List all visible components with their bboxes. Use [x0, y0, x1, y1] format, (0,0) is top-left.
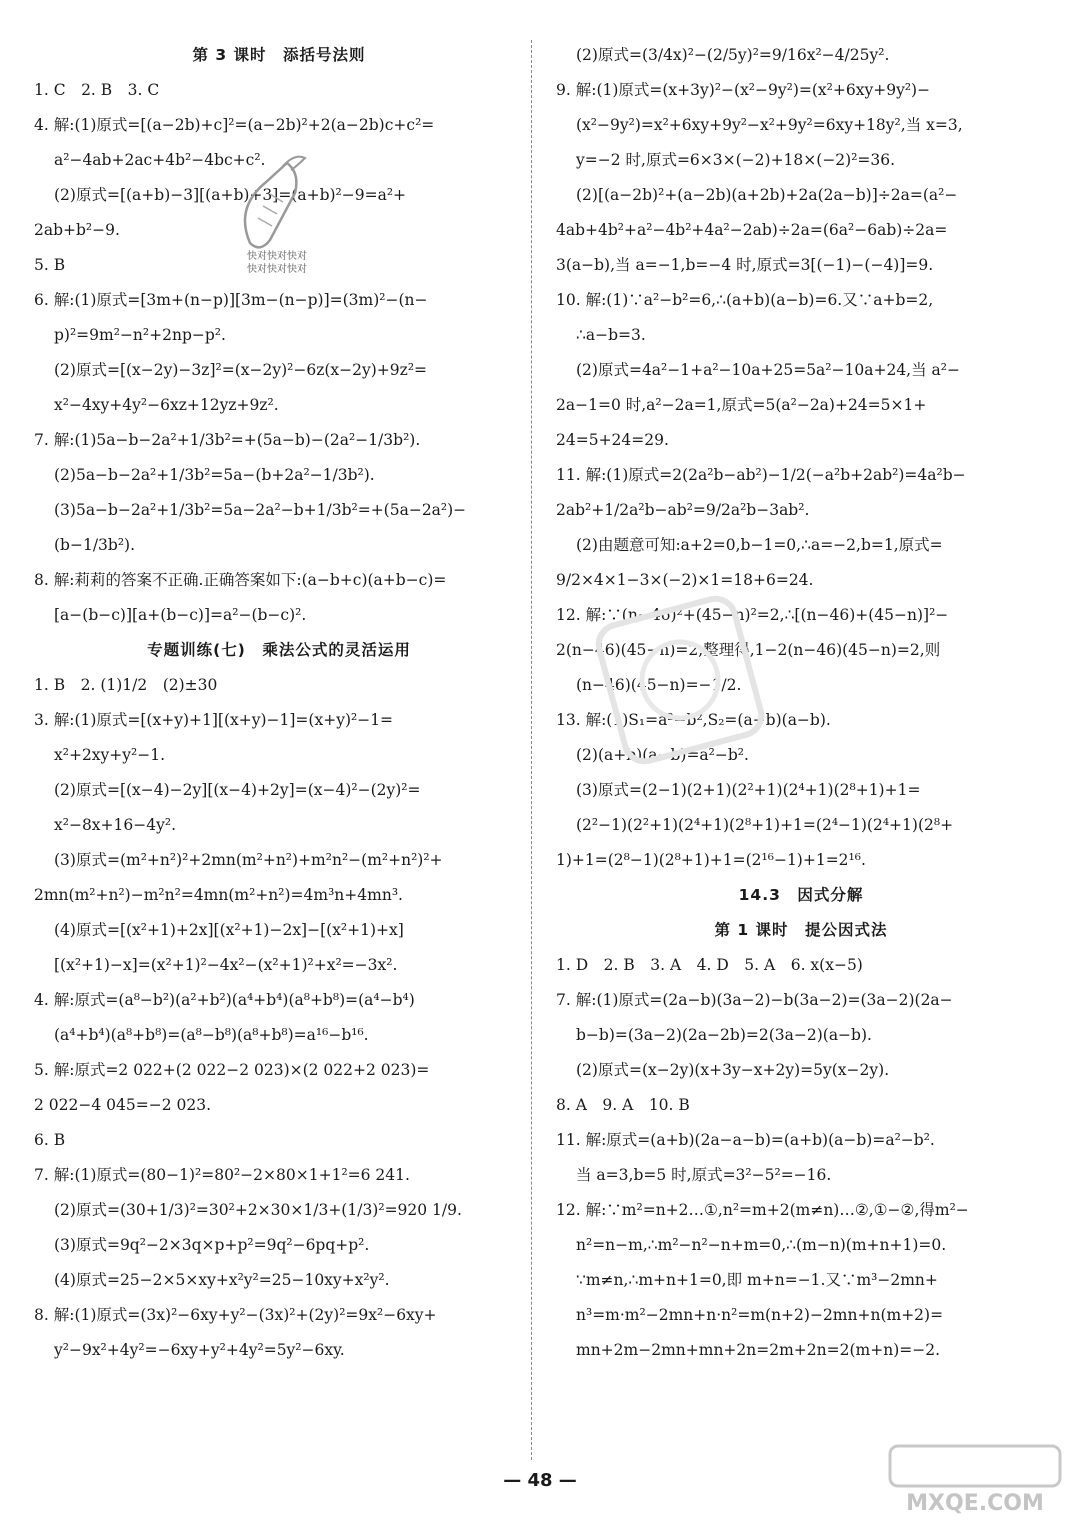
- answer-line: 24=5+24=29.: [556, 431, 669, 449]
- answer-line: (2)(a+b)(a−b)=a²−b².: [576, 746, 749, 764]
- answer-line: 5. B: [34, 256, 66, 274]
- left-answers-block2: [34, 668, 524, 1368]
- answer-line: 1. B 2. (1)1/2 (2)±30: [34, 676, 218, 694]
- answer-line: 11. 解:(1)原式=2(2a²b−ab²)−1/2(−a²b+2ab²)=4a²b−: [556, 466, 966, 484]
- answer-line: b−b)=(3a−2)(2a−2b)=2(3a−2)(a−b).: [576, 1026, 872, 1044]
- answer-line: 2a−1=0 时,a²−2a=1,原式=5(a²−2a)+24=5×1+: [556, 396, 927, 414]
- answer-line: a²−4ab+2ac+4b²−4bc+c².: [54, 151, 266, 169]
- page-number: — 48 —: [503, 1470, 577, 1491]
- answer-line: 2(n−46)(45−n)=2,整理得,1−2(n−46)(45−n)=2,则: [556, 641, 941, 659]
- answer-line: 2ab+b²−9.: [34, 221, 120, 239]
- site-logo-icon: [880, 1440, 1070, 1520]
- answer-line: p)²=9m²−n²+2np−p².: [54, 326, 226, 344]
- right-answers-block2: [556, 948, 1046, 1368]
- answer-line: (2)原式=(30+1/3)²=30²+2×30×1/3+(1/3)²=920 1/9.: [54, 1201, 462, 1219]
- answer-line: 12. 解:∵m²=n+2…①,n²=m+2(m≠n)…②,①−②,得m²−: [556, 1201, 969, 1219]
- answer-line: (3)原式=9q²−2×3q×p+p²=9q²−6pq+p².: [54, 1236, 370, 1254]
- section-heading-special-training7: 专题训练(七) 乘法公式的灵活运用: [147, 641, 411, 659]
- answer-line: (n−46)(45−n)=−1/2.: [576, 676, 742, 694]
- answer-line: (2)原式=[(a+b)−3][(a+b)+3]=(a+b)²−9=a²+: [54, 186, 407, 204]
- answer-line: (3)5a−b−2a²+1/3b²=5a−2a²−b+1/3b²=+(5a−2a²)−: [54, 501, 467, 519]
- answer-line: 4. 解:原式=(a⁸−b²)(a²+b²)(a⁴+b⁴)(a⁸+b⁸)=(a⁴−b⁴): [34, 991, 415, 1009]
- column-divider: [531, 40, 532, 1460]
- answer-line: 6. B: [34, 1131, 66, 1149]
- answer-line: 4ab+4b²+a²−4b²+4a²−2ab)÷2a=(6a²−6ab)÷2a=: [556, 221, 948, 239]
- answer-line: x²−8x+16−4y².: [54, 816, 177, 834]
- answer-line: ∴a−b=3.: [576, 326, 646, 344]
- answer-line: 7. 解:(1)原式=(2a−b)(3a−2)−b(3a−2)=(3a−2)(2a−: [556, 991, 953, 1009]
- section-heading-factorization: 14.3 因式分解: [738, 886, 864, 904]
- answer-line: 1. C 2. B 3. C: [34, 81, 160, 99]
- answer-line: y=−2 时,原式=6×3×(−2)+18×(−2)²=36.: [576, 151, 896, 169]
- answer-line: 6. 解:(1)原式=[3m+(n−p)][3m−(n−p)]=(3m)²−(n−: [34, 291, 428, 309]
- answer-line: (3)原式=(2−1)(2+1)(2²+1)(2⁴+1)(2⁸+1)+1=: [576, 781, 921, 799]
- answer-line: 11. 解:原式=(a+b)(2a−a−b)=(a+b)(a−b)=a²−b².: [556, 1131, 935, 1149]
- answer-line: 13. 解:(1)S₁=a²−b²,S₂=(a+b)(a−b).: [556, 711, 831, 729]
- answer-line: x²−4xy+4y²−6xz+12yz+9z².: [54, 396, 279, 414]
- answer-line: 9/2×4×1−3×(−2)×1=18+6=24.: [556, 571, 814, 589]
- answer-line: 2 022−4 045=−2 023.: [34, 1096, 212, 1114]
- answer-line: 12. 解:∵(n−46)²+(45−n)²=2,∴[(n−46)+(45−n)]²−: [556, 606, 949, 624]
- answer-line: (a⁴+b⁴)(a⁸+b⁸)=(a⁸−b⁸)(a⁸+b⁸)=a¹⁶−b¹⁶.: [54, 1026, 369, 1044]
- answer-line: (4)原式=25−2×5×xy+x²y²=25−10xy+x²y².: [54, 1271, 390, 1289]
- answer-line: 3. 解:(1)原式=[(x+y)+1][(x+y)−1]=(x+y)²−1=: [34, 711, 394, 729]
- answer-line: (2)5a−b−2a²+1/3b²=5a−(b+2a²−1/3b²).: [54, 466, 375, 484]
- answer-line: (2)由题意可知:a+2=0,b−1=0,∴a=−2,b=1,原式=: [576, 536, 943, 554]
- watermark-stamp-icon: [580, 580, 780, 780]
- answer-line: (3)原式=(m²+n²)²+2mn(m²+n²)+m²n²−(m²+n²)²+: [54, 851, 443, 869]
- answer-line: (2)原式=[(x−2y)−3z]²=(x−2y)²−6z(x−2y)+9z²=: [54, 361, 428, 379]
- answer-line: (2)[(a−2b)²+(a−2b)(a+2b)+2a(2a−b)]÷2a=(a²−: [576, 186, 958, 204]
- answer-line: 1)+1=(2⁸−1)(2⁸+1)+1=(2¹⁶−1)+1=2¹⁶.: [556, 851, 866, 869]
- answer-line: 2ab²+1/2a²b−ab²=9/2a²b−3ab².: [556, 501, 810, 519]
- section-heading-lesson3: 第 3 课时 添括号法则: [192, 46, 366, 64]
- answer-line: ∵m≠n,∴m+n+1=0,即 m+n=−1.又∵m³−2mn+: [576, 1271, 938, 1289]
- answer-line: 8. 解:莉莉的答案不正确.正确答案如下:(a−b+c)(a+b−c)=: [34, 571, 447, 589]
- answer-line: 3(a−b),当 a=−1,b=−4 时,原式=3[(−1)−(−4)]=9.: [556, 256, 934, 274]
- answer-line: 8. 解:(1)原式=(3x)²−6xy+y²−(3x)²+(2y)²=9x²−6xy+: [34, 1306, 437, 1324]
- answer-line: 8. A 9. A 10. B: [556, 1096, 690, 1114]
- answer-line: 4. 解:(1)原式=[(a−2b)+c]²=(a−2b)²+2(a−2b)c+c²=: [34, 116, 435, 134]
- answer-line: 9. 解:(1)原式=(x+3y)²−(x²−9y²)=(x²+6xy+9y²)−: [556, 81, 931, 99]
- answer-line: n³=m·m²−2mn+n·n²=m(n+2)−2mn+n(m+2)=: [576, 1306, 944, 1324]
- answer-line: y²−9x²+4y²=−6xy+y²+4y²=5y²−6xy.: [54, 1341, 345, 1359]
- answer-line: (4)原式=[(x²+1)+2x][(x²+1)−2x]−[(x²+1)+x]: [54, 921, 404, 939]
- mascot-caption: 快对快对快对 快对快对快对: [247, 251, 307, 275]
- answer-line: 7. 解:(1)原式=(80−1)²=80²−2×80×1+1²=6 241.: [34, 1166, 410, 1184]
- answer-line: (2)原式=(3/4x)²−(2/5y)²=9/16x²−4/25y².: [576, 46, 890, 64]
- answer-line: 5. 解:原式=2 022+(2 022−2 023)×(2 022+2 023)=: [34, 1061, 430, 1079]
- answer-line: (2)原式=[(x−4)−2y][(x−4)+2y]=(x−4)²−(2y)²=: [54, 781, 421, 799]
- answer-line: [a−(b−c)][a+(b−c)]=a²−(b−c)².: [54, 606, 307, 624]
- answer-line: (2²−1)(2²+1)(2⁴+1)(2⁸+1)+1=(2⁴−1)(2⁴+1)(2⁸+: [576, 816, 954, 834]
- answer-line: n²=n−m,∴m²−n²−n+m=0,∴(m−n)(m+n+1)=0.: [576, 1236, 947, 1254]
- answer-line: 2mn(m²+n²)−m²n²=4mn(m²+n²)=4m³n+4mn³.: [34, 886, 403, 904]
- answer-line: (x²−9y²)=x²+6xy+9y²−x²+9y²=6xy+18y²,当 x=3,: [576, 116, 963, 134]
- answer-line: x²+2xy+y²−1.: [54, 746, 166, 764]
- answer-line: 10. 解:(1)∵a²−b²=6,∴(a+b)(a−b)=6.又∵a+b=2,: [556, 291, 934, 309]
- answer-line: (b−1/3b²).: [54, 536, 136, 554]
- answer-line: 1. D 2. B 3. A 4. D 5. A 6. x(x−5): [556, 956, 863, 974]
- section-heading-lesson1: 第 1 课时 提公因式法: [714, 921, 888, 939]
- answer-line: 当 a=3,b=5 时,原式=3²−5²=−16.: [576, 1166, 832, 1184]
- answer-line: 7. 解:(1)5a−b−2a²+1/3b²=+(5a−b)−(2a²−1/3b²).: [34, 431, 421, 449]
- answer-line: [(x²+1)−x]=(x²+1)²−4x²−(x²+1)²+x²=−3x².: [54, 956, 398, 974]
- answer-line: (2)原式=4a²−1+a²−10a+25=5a²−10a+24,当 a²−: [576, 361, 960, 379]
- answer-line: (2)原式=(x−2y)(x+3y−x+2y)=5y(x−2y).: [576, 1061, 890, 1079]
- answer-line: mn+2m−2mn+mn+2n=2m+2n=2(m+n)=−2.: [576, 1341, 941, 1359]
- logo-text: MXQE.COM: [906, 1491, 1044, 1516]
